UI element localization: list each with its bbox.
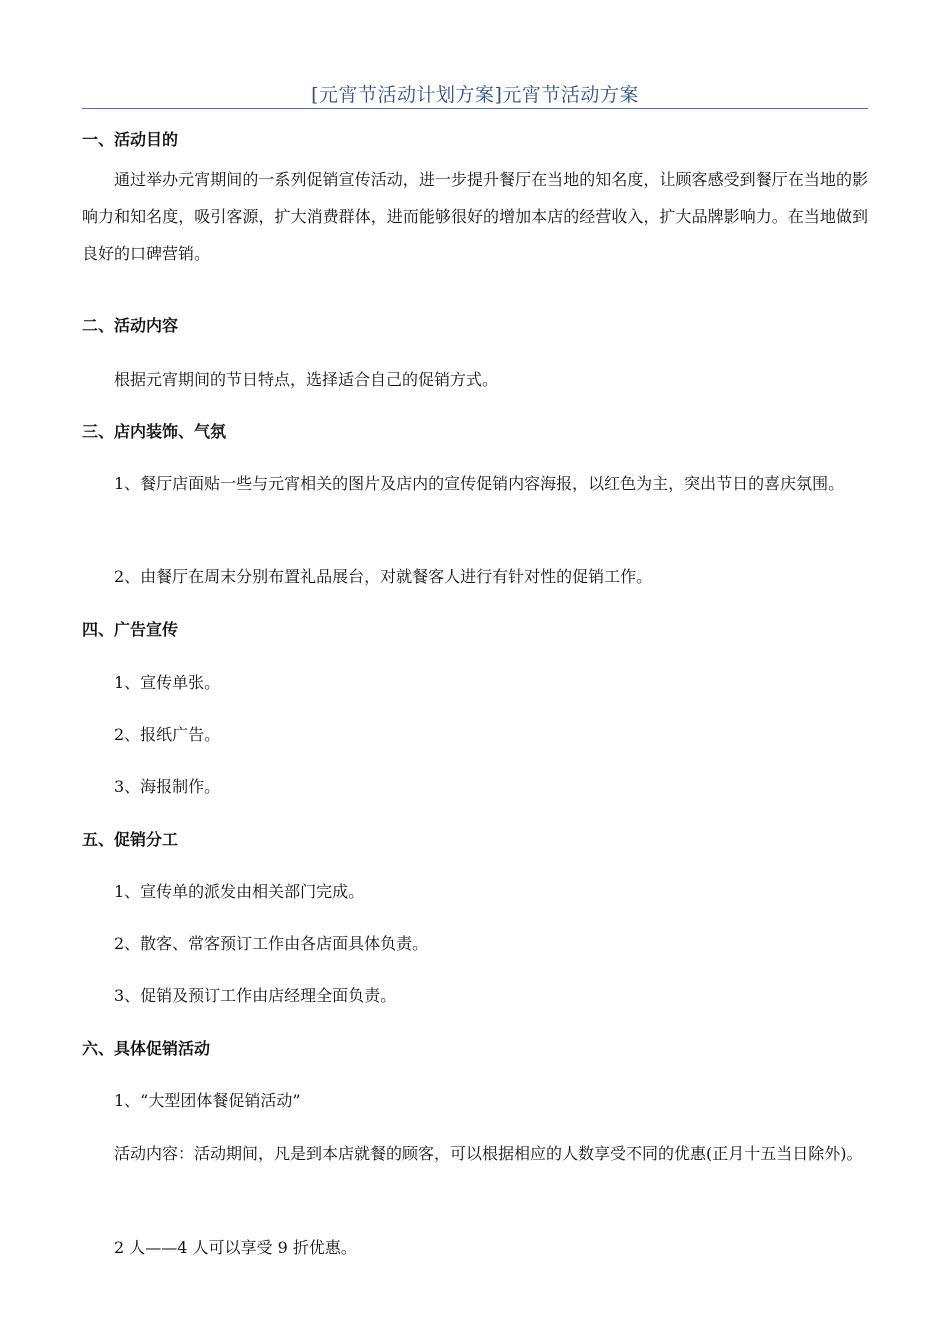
advertising-item-1: 1、宣传单张。 bbox=[114, 673, 221, 692]
title-divider bbox=[82, 108, 868, 109]
section-heading-advertising: 四、广告宣传 bbox=[82, 620, 179, 639]
advertising-item-2: 2、报纸广告。 bbox=[114, 725, 221, 744]
promotion-paragraph: 活动内容：活动期间，凡是到本店就餐的顾客，可以根据相应的人数享受不同的优惠(正月十五当日除外)。 bbox=[114, 1144, 863, 1163]
division-item-2: 2、散客、常客预订工作由各店面具体负责。 bbox=[114, 934, 429, 953]
section-heading-purpose: 一、活动目的 bbox=[82, 130, 179, 149]
page-title: [元宵节活动计划方案]元宵节活动方案 bbox=[311, 84, 639, 106]
section-heading-division: 五、促销分工 bbox=[82, 830, 179, 849]
division-item-1: 1、宣传单的派发由相关部门完成。 bbox=[114, 882, 365, 901]
section-paragraph-purpose: 通过举办元宵期间的一系列促销宣传活动，进一步提升餐厅在当地的知名度，让顾客感受到餐厅在当地的影响力和知名度，吸引客源，扩大消费群体，进而能够很好的增加本店的经营收入，扩大品牌影响力。在当地做到良好的口碑营销。 bbox=[82, 170, 868, 263]
section-paragraph-content: 根据元宵期间的节日特点，选择适合自己的促销方式。 bbox=[114, 370, 499, 389]
promotion-discount: 2 人——4 人可以享受 9 折优惠。 bbox=[114, 1238, 357, 1257]
advertising-item-3: 3、海报制作。 bbox=[114, 777, 221, 796]
promotion-title: 1、“大型团体餐促销活动” bbox=[114, 1091, 301, 1110]
section-heading-promotions: 六、具体促销活动 bbox=[82, 1039, 211, 1058]
decoration-item-1: 1、餐厅店面贴一些与元宵相关的图片及店内的宣传促销内容海报，以红色为主，突出节日的喜庆氛围。 bbox=[114, 474, 845, 493]
decoration-item-2: 2、由餐厅在周末分别布置礼品展台，对就餐客人进行有针对性的促销工作。 bbox=[114, 567, 653, 586]
section-heading-content: 二、活动内容 bbox=[82, 316, 179, 335]
division-item-3: 3、促销及预订工作由店经理全面负责。 bbox=[114, 986, 397, 1005]
section-heading-decoration: 三、店内装饰、气氛 bbox=[82, 422, 227, 441]
